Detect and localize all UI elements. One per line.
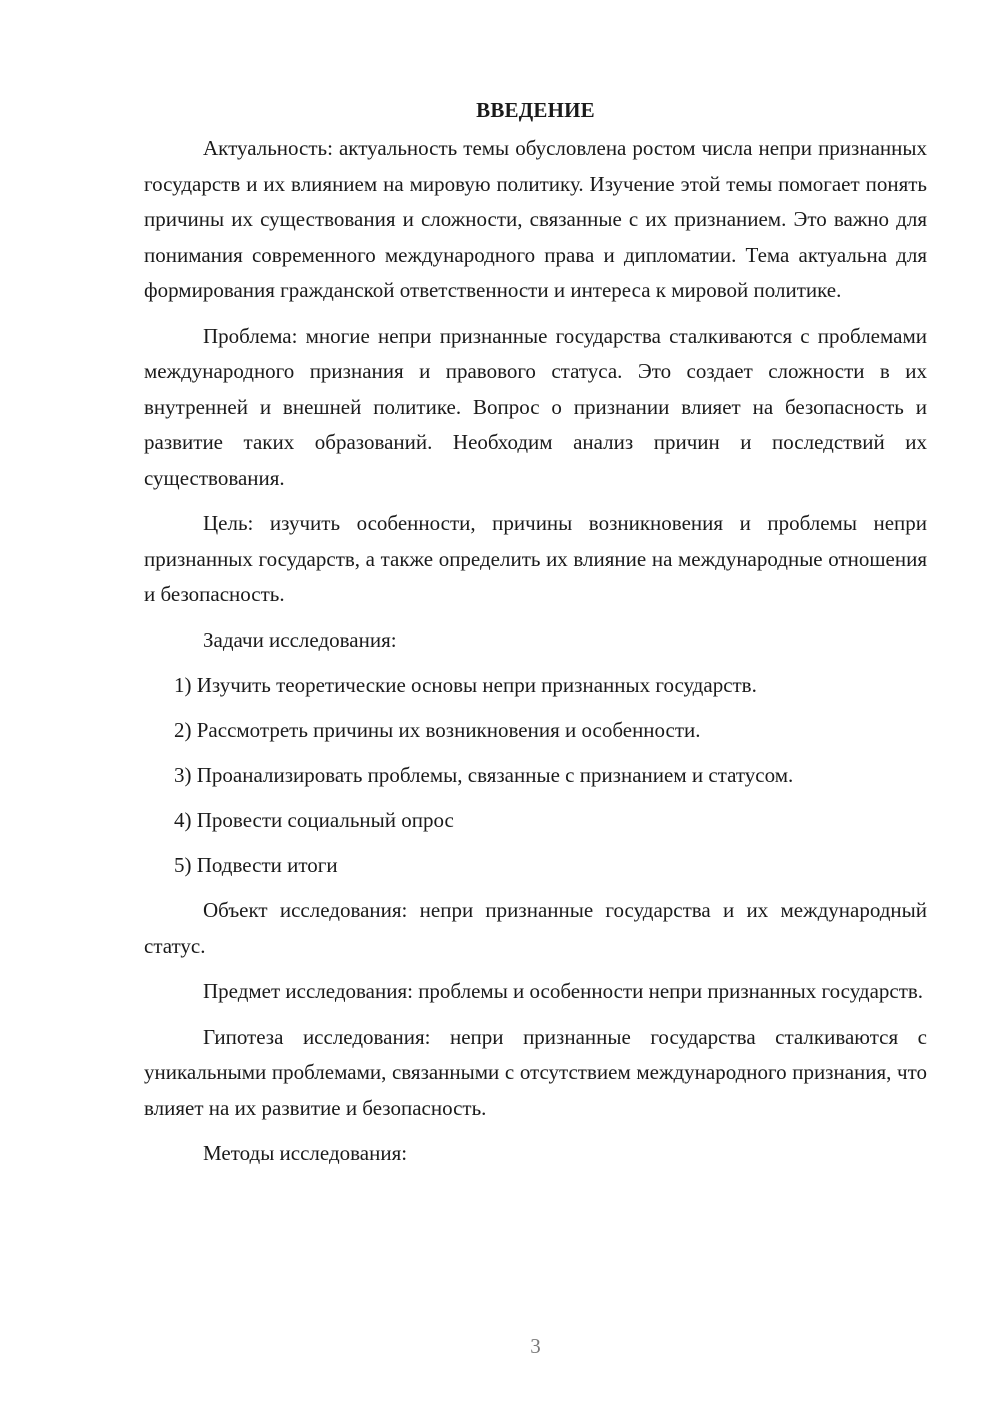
list-item: 5) Подвести итоги bbox=[174, 853, 338, 877]
page-title: ВВЕДЕНИЕ bbox=[476, 98, 595, 122]
paragraph-object: Объект исследования: непри признанные государства и их международный статус. bbox=[144, 898, 927, 958]
tasks-list bbox=[144, 668, 927, 884]
paragraph-methods: Методы исследования: bbox=[203, 1141, 408, 1165]
tasks-title: Задачи исследования: bbox=[203, 627, 397, 652]
paragraph-subject: Предмет исследования: проблемы и особенности непри признанных государств. bbox=[203, 979, 924, 1003]
paragraph-relevance: Актуальность: актуальность темы обусловлена ростом числа непри признанных государств и их влиянием на мировую политику. Изучение этой темы помогает понять причины их существования и сложности, связанные с их признанием. Это важно для понимания современного международного права и дипломатии. Тема актуальна для формирования гражданской ответственности и интереса к мировой политике. bbox=[144, 136, 927, 302]
list-item: 2) Рассмотреть причины их возникновения и особенности. bbox=[174, 718, 701, 742]
document-page bbox=[144, 95, 927, 1182]
list-item: 3) Проанализировать проблемы, связанные с признанием и статусом. bbox=[174, 763, 794, 787]
paragraph-hypothesis: Гипотеза исследования: непри признанные государства сталкиваются с уникальными проблемами, связанными с отсутствием международного признания, что влияет на их развитие и безопасность. bbox=[144, 1024, 927, 1120]
list-item: 4) Провести социальный опрос bbox=[174, 808, 454, 832]
paragraph-goal: Цель: изучить особенности, причины возникновения и проблемы непри признанных государств, а также определить их влияние на международные отношения и безопасность. bbox=[144, 511, 927, 606]
paragraph-problem: Проблема: многие непри признанные государства сталкиваются с проблемами международного признания и правового статуса. Это создает сложности в их внутренней и внешней политике. Вопрос о признании влияет на безопасность и развитие таких образований. Необходим анализ причин и последствий их существования. bbox=[144, 323, 927, 490]
page-number: 3 bbox=[530, 1334, 541, 1358]
list-item: 1) Изучить теоретические основы непри признанных государств. bbox=[174, 673, 757, 697]
